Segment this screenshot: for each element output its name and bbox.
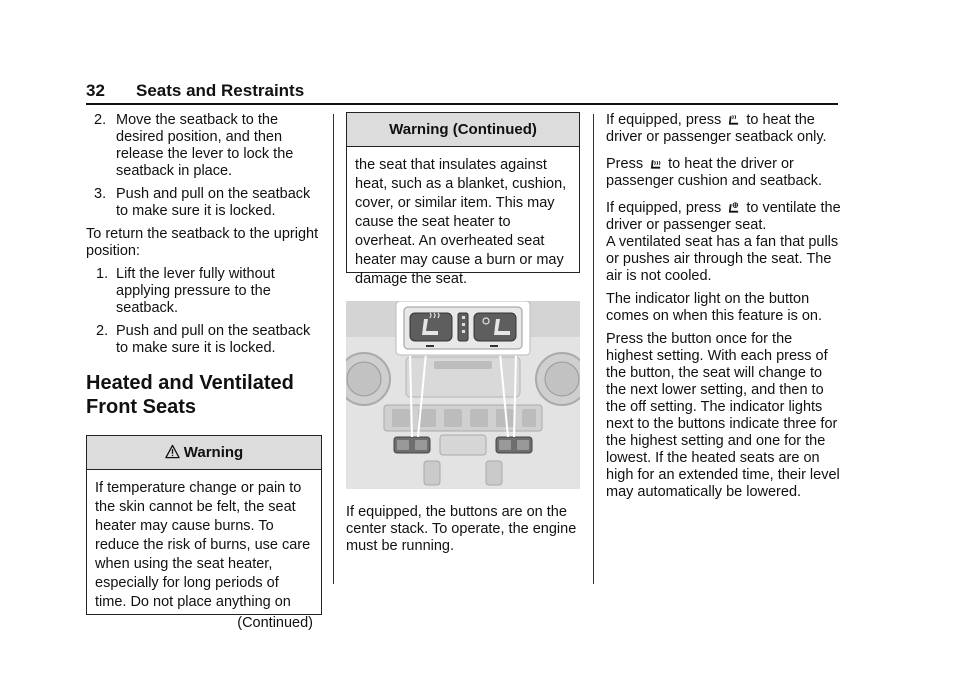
page-number: 32 <box>86 81 105 100</box>
ventilated-seat-icon <box>727 200 740 214</box>
column-1 <box>86 112 322 631</box>
header-rule <box>86 103 838 105</box>
warning-box-continued <box>346 112 580 287</box>
center-stack-illustration <box>346 301 580 489</box>
return-intro: To return the seatback to the upright position: <box>86 226 319 259</box>
column-divider-1 <box>333 114 334 584</box>
paragraph-fan: A ventilated seat has a fan that pulls or pushes air through the seat. The air is not cooled. <box>606 234 839 284</box>
warning-box <box>86 435 322 631</box>
heated-seatback-icon <box>727 112 740 126</box>
list-item: 1. Lift the lever fully without applying pressure to the seatback. <box>96 266 275 316</box>
paragraph-heated-seat: Press to heat the driver or passenger cushion and seatback. <box>606 156 823 189</box>
paragraph-heated-seatback: If equipped, press to heat the driver or passenger seatback only. <box>606 112 827 145</box>
continued-label: (Continued) <box>237 615 313 631</box>
paragraph-indicator: The indicator light on the button comes on when this feature is on. <box>606 291 823 324</box>
figure-caption: If equipped, the buttons are on the center stack. To operate, the engine must be running. <box>346 504 577 554</box>
warning-triangle-icon <box>165 444 180 459</box>
paragraph-settings: Press the button once for the highest setting. With each press of the button, the seat will change to the next lower setting, and then to the off setting. The indicator lights next to the buttons indicate three for the highest setting and one for the lowest. If the heated seats are on high for an extended time, their level may automatically be lowered. <box>606 331 840 500</box>
warning-body: If temperature change or pain to the skin cannot be felt, the seat heater may cause burns. To reduce the risk of burns, use care when using the seat heater, especially for long periods of time. Do not place anything on (Continued) <box>95 480 313 631</box>
section-title: Seats and Restraints <box>136 81 305 100</box>
paragraph-ventilated-seat: If equipped, press to ventilate the driver or passenger seat. <box>606 200 841 233</box>
page-header <box>86 82 838 104</box>
warning-header: Warning <box>87 436 321 470</box>
warning-header: Warning (Continued) <box>347 113 579 147</box>
section-heading: Heated and Ventilated Front Seats <box>86 372 294 418</box>
list-item: 3. Push and pull on the seatback to make sure it is locked. <box>94 186 311 219</box>
column-2 <box>346 112 580 561</box>
list-item: 2. Push and pull on the seatback to make sure it is locked. <box>96 323 311 356</box>
heated-seat-icon <box>649 156 662 170</box>
list-item: 2. Move the seatback to the desired position, and then release the lever to lock the seatback in place. <box>94 112 294 179</box>
column-3 <box>606 112 842 507</box>
column-divider-2 <box>593 114 594 584</box>
warning-body: the seat that insulates against heat, such as a blanket, cushion, cover, or similar item. This may cause the seat heater to overheat. An overheated seat heater may cause a burn or may damage the seat. <box>355 157 567 287</box>
